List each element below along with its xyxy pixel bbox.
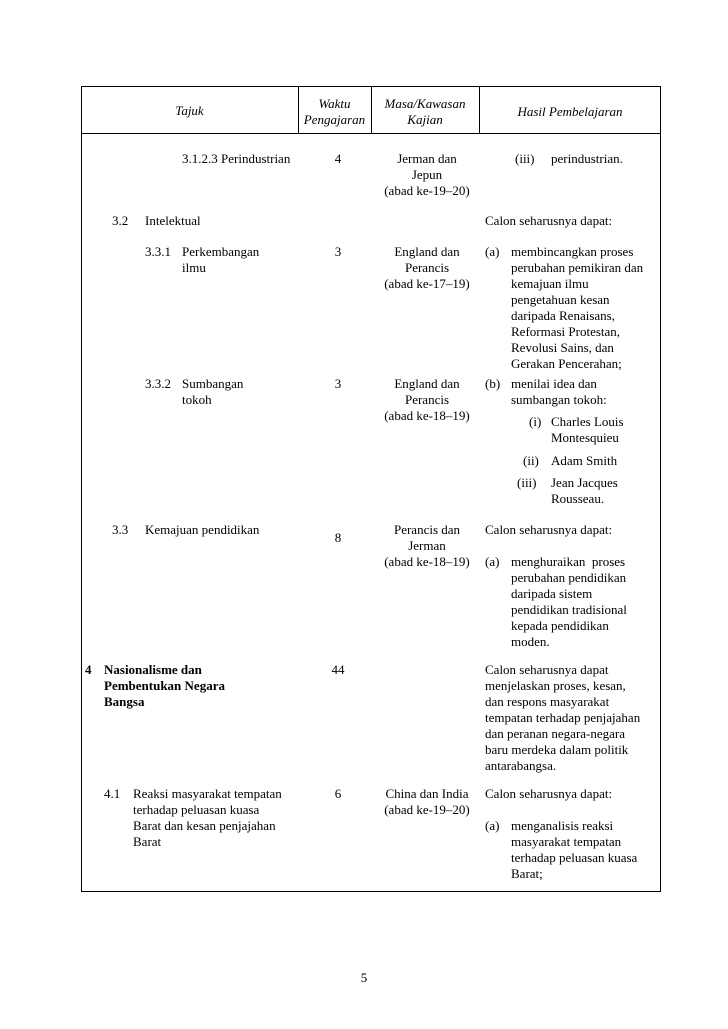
page-number: 5 [360,970,368,985]
section-number-4-1: 4.1 [104,786,121,801]
section-title-kemajuan-pendidikan: Kemajuan pendidikan [145,522,260,537]
place-line2: Perancis [404,260,450,275]
hours-3-3-1: 3 [334,244,342,259]
header-time-line1: Waktu [318,96,351,111]
outcome-label: (a) [485,554,500,569]
sub-item-number: (ii) [523,453,539,468]
sub-item-line2: Rousseau. [551,491,605,506]
sub-item-number: (iii) [517,475,537,490]
hours-3-1-2-3: 4 [334,151,342,166]
sub-item-line1: Charles Louis [551,414,624,429]
header-period-line1: Masa/Kawasan [384,96,466,111]
subsection-title-line2: tokoh [182,392,212,407]
section-title-line: Barat [133,834,162,849]
header-period-line2: Kajian [407,112,443,127]
outcome-number: (iii) [515,151,535,166]
section-title-line: terhadap peluasan kuasa [133,802,260,817]
outcome-intro: Calon seharusnya dapat: [485,522,613,537]
header-topic: Tajuk [175,103,204,118]
outcome-label: (a) [485,244,500,259]
outcome-line: perubahan pendidikan [511,570,627,585]
hours-4-1: 6 [334,786,342,801]
section-title-intelektual: Intelektual [145,213,201,228]
hours-3-3-2: 3 [334,376,342,391]
chapter-number-4: 4 [85,662,92,677]
outcome-line: menilai idea dan [511,376,597,391]
chapter-title-line: Pembentukan Negara [104,678,225,693]
sub-item-line1: Jean Jacques [551,475,618,490]
header-outcome: Hasil Pembelajaran [517,104,623,119]
outcome-line: terhadap peluasan kuasa [511,850,638,865]
outcome-line: membincangkan proses [511,244,634,259]
section-title-line: Reaksi masyarakat tempatan [133,786,282,801]
outcome-line: pengetahuan kesan [511,292,610,307]
subsection-number-3-3-1: 3.3.1 [145,244,171,259]
place-line2: Perancis [404,392,450,407]
subsection-title-line2: ilmu [182,260,206,275]
outcome-line: Gerakan Pencerahan; [511,356,622,371]
section-title-line: Barat dan kesan penjajahan [133,818,276,833]
outcome-label: (a) [485,818,500,833]
section-number-3-3: 3.3 [112,522,129,537]
sub-item-number: (i) [529,414,542,429]
section-number-3-2: 3.2 [112,213,129,228]
outcome-line: menjelaskan proses, kesan, [485,678,626,693]
place-line2: Jerman [408,538,446,553]
place-line1: Perancis dan [393,522,461,537]
outcome-line: kemajuan ilmu [511,276,589,291]
outcome-line: masyarakat tempatan [511,834,622,849]
topic-3-1-2-3: 3.1.2.3 Perindustrian [182,151,291,166]
outcome-line: Calon seharusnya dapat [485,662,609,677]
outcome-line: daripada Renaisans, [511,308,615,323]
chapter-title-line: Bangsa [104,694,145,709]
place-line1: England dan [394,244,460,259]
outcome-line: moden. [511,634,550,649]
outcome-label: (b) [485,376,501,391]
hours-3-3: 8 [334,530,342,545]
outcome-line: kepada pendidikan [511,618,609,633]
outcome-line: Reformasi Protestan, [511,324,621,339]
outcome-intro: Calon seharusnya dapat: [485,786,613,801]
sub-item-line1: Adam Smith [551,453,618,468]
chapter-title-line: Nasionalisme dan [104,662,202,677]
era: (abad ke-19–20) [384,183,470,198]
era: (abad ke-17–19) [384,276,470,291]
outcome-line: Revolusi Sains, dan [511,340,614,355]
outcome-line: dan peranan negara-negara [485,726,626,741]
outcome-line: menganalisis reaksi [511,818,614,833]
era: (abad ke-18–19) [384,408,470,423]
subsection-number-3-3-2: 3.3.2 [145,376,171,391]
outcome-line: antarabangsa. [485,758,557,773]
header-time-line2: Pengajaran [303,112,366,127]
outcome-line: baru merdeka dalam politik [485,742,629,757]
era: (abad ke-19–20) [384,802,470,817]
place-line2: Jepun [411,167,443,182]
outcome-intro: Calon seharusnya dapat: [485,213,613,228]
outcome-text: perindustrian. [551,151,623,166]
place-line1: China dan India [385,786,469,801]
outcome-line: daripada sistem [511,586,593,601]
outcome-line: pendidikan tradisional [511,602,627,617]
place-line1: England dan [394,376,460,391]
outcome-line: tempatan terhadap penjajahan [485,710,641,725]
outcome-line: menghuraikan proses [511,554,626,569]
subsection-title-line1: Perkembangan [182,244,260,259]
place-line1: Jerman dan [397,151,457,166]
sub-item-line2: Montesquieu [551,430,619,445]
subsection-title-line1: Sumbangan [182,376,244,391]
era: (abad ke-18–19) [384,554,470,569]
outcome-line: sumbangan tokoh: [511,392,607,407]
outcome-line: perubahan pemikiran dan [511,260,644,275]
outcome-line: Barat; [511,866,543,881]
outcome-line: dan respons masyarakat [485,694,610,709]
hours-4: 44 [331,662,345,677]
